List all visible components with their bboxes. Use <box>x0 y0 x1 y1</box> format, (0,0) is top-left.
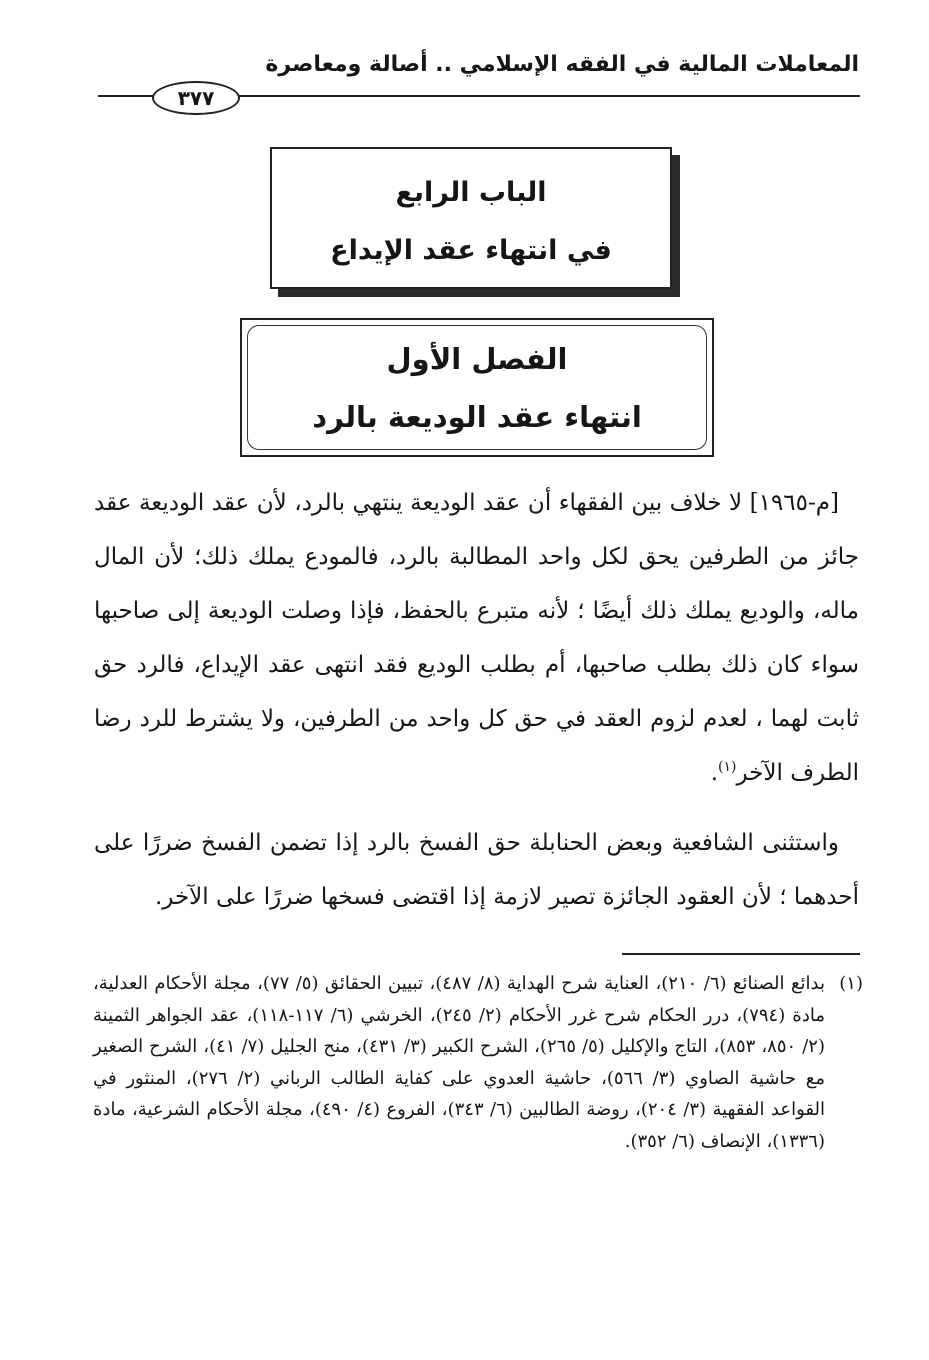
section-subtitle: انتهاء عقد الوديعة بالرد <box>312 400 642 434</box>
paragraph-1 <box>94 476 859 800</box>
section-heading-inner-frame <box>247 325 707 450</box>
paragraph-1-end: . <box>710 760 718 786</box>
footnote-reference-1[interactable]: (١) <box>718 759 737 775</box>
footnote-text: بدائع الصنائع (٦/ ٢١٠)، العناية شرح الهداية (٨/ ٤٨٧)، تبيين الحقائق (٥/ ٧٧)، مجلة الأحكام العدلية، مادة (٧٩٤)، درر الحكام شرح غرر الأحكام (٢/ ٢٤٥)، الخرشي (٦/ ١١٧-١١٨)، عقد الجواهر الثمينة (٢/ ٨٥٠، ٨٥٣)، التاج والإكليل (٥/ ٢٦٥)، الشرح الكبير (٣/ ٤٣١)، منح الجليل (٧/ ٤١)، الشرح الصغير مع حاشية الصاوي (٣/ ٥٦٦)، حاشية العدوي على كفاية الطالب الرباني (٢/ ٢٧٦)، المنثور في القواعد الفقهية (٣/ ٢٠٤)، روضة الطالبين (٦/ ٣٤٣)، الفروع (٤/ ٤٩٠)، مجلة الأحكام الشرعية، مادة (١٣٣٦)، الإنصاف (٦/ ٣٥٢). <box>93 973 826 1152</box>
chapter-title: الباب الرابع <box>395 177 547 208</box>
chapter-subtitle: في انتهاء عقد الإيداع <box>330 235 612 266</box>
paragraph-1-text: [م-١٩٦٥] لا خلاف بين الفقهاء أن عقد الوديعة ينتهي بالرد، لأن عقد الوديعة عقد جائز من الطرفين يحق لكل واحد المطالبة بالرد، فالمودع يملك ذلك؛ لأن المال ماله، والوديع يملك ذلك أيضًا ؛ لأنه متبرع بالحفظ، فإذا وصلت الوديعة إلى صاحبها سواء كان ذلك بطلب صاحبها، أم بطلب الوديع فقد انتهى عقد الإيداع، فالرد حق ثابت لهما ، لعدم لزوم العقد في حق كل واحد من الطرفين، ولا يشترط للرد رضا الطرف الآخر <box>94 490 859 786</box>
chapter-heading-box <box>270 147 672 289</box>
paragraph-2: واستثنى الشافعية وبعض الحنابلة حق الفسخ بالرد إذا تضمن الفسخ ضررًا على أحدهما ؛ لأن العقود الجائزة تصير لازمة إذا اقتضى فسخها ضررًا على الآخر. <box>94 830 859 910</box>
section-heading-box <box>240 318 714 457</box>
body-text <box>94 476 859 924</box>
running-header: المعاملات المالية في الفقه الإسلامي .. أصالة ومعاصرة <box>265 52 859 77</box>
footnote-1 <box>93 968 863 1157</box>
section-title: الفصل الأول <box>386 342 568 376</box>
footnote-separator <box>622 953 860 955</box>
page-number: ٣٧٧ <box>152 81 240 115</box>
footnotes <box>93 968 863 1157</box>
footnote-marker: (١) <box>839 973 863 994</box>
